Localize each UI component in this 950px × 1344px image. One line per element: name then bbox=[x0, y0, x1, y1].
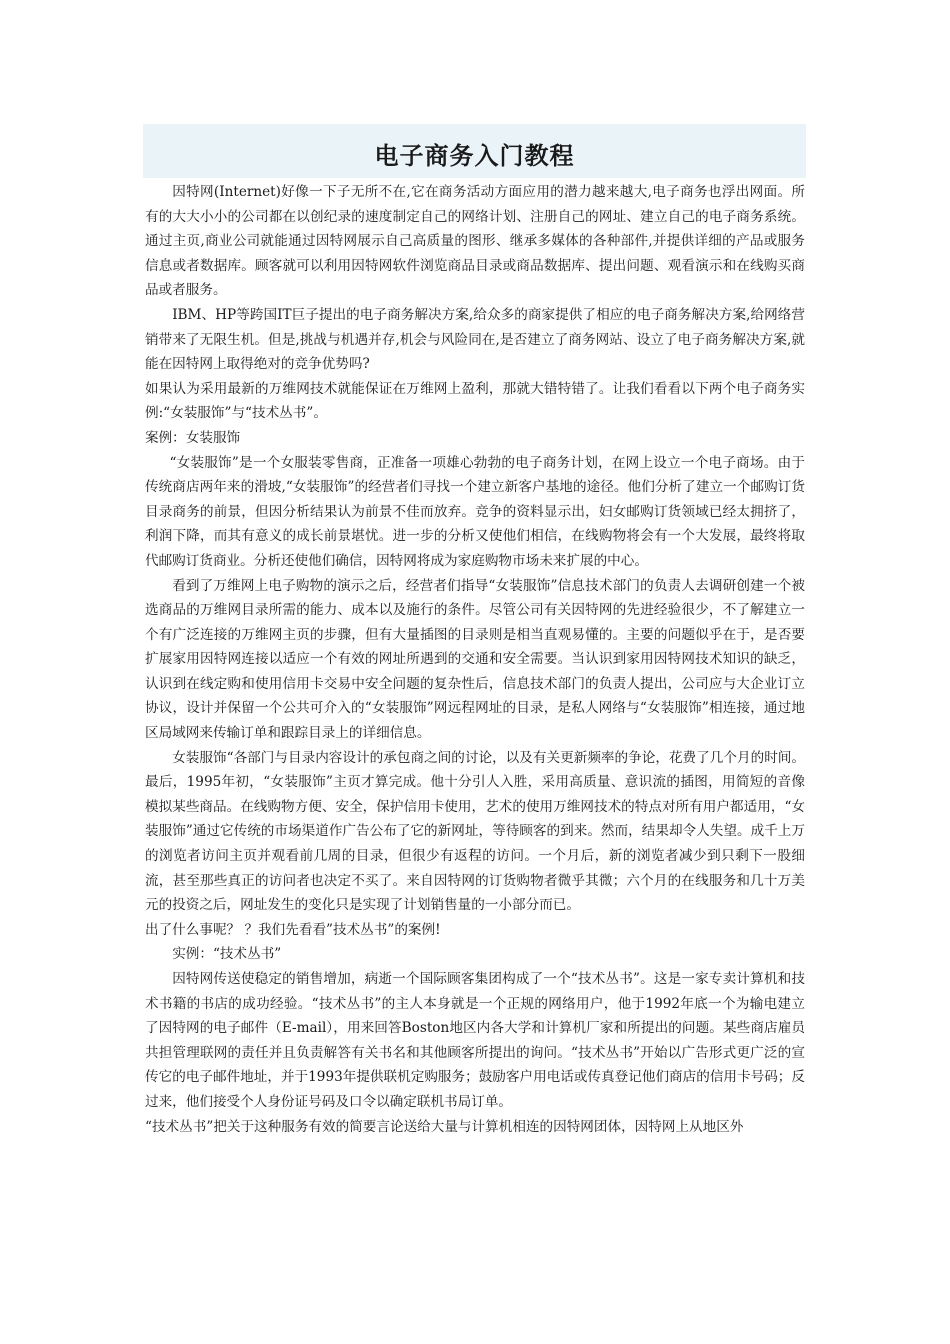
paragraph-case2-continued: “技术丛书”把关于这种服务有效的简要言论送给大量与计算机相连的因特网团体，因特网上从地区外 bbox=[145, 1118, 744, 1135]
case-heading-womens-apparel: 案例：女装服饰 bbox=[145, 429, 241, 446]
paragraph-case1-result: 女装服饰“各部门与目录内容设计的承包商之间的讨论，以及有关更新频率的争论，花费了几个月的时间。最后，1995年初，“女装服饰”主页才算完成。他十分引人入胜，采用高质量、意识流的插图，用简短的音像模拟某些商品。在线购物方便、安全，保护信用卡使用，艺术的使用万维网技术的特点对所有用户都适用，“女装服饰”通过它传统的市场渠道作广告公布了它的新网址，等待顾客的到来。然而，结果却令人失望。成千上万的浏览者访问主页并观看前几周的目录，但很少有返程的访问。一个月后，新的浏览者减少到只剩下一股细流，甚至那些真正的访问者也决定不买了。来自因特网的订货购物者微乎其微；六个月的在线服务和几十万美元的投资之后，网址发生的变化只是实现了计划销售量的一小部分而已。 bbox=[145, 749, 805, 914]
title-banner bbox=[143, 124, 806, 178]
paragraph-transition-question: 出了什么事呢？ ？我们先看看”技术丛书”的案例! bbox=[145, 921, 441, 938]
document-title: 电子商务入门教程 bbox=[374, 142, 575, 170]
paragraph-case1-background: “女装服饰”是一个女服装零售商，正准备一项雄心勃勃的电子商务计划，在网上设立一个电子商场。由于传统商店两年来的滑坡,“女装服饰”的经营者们寻找一个建立新客户基地的途径。他们分析了建立一个邮购订货目录商务的前景，但因分析结果认为前景不佳而放弃。竞争的资料显示出，妇女邮购订货领域已经太拥挤了，利润下降，而其有意义的成长前景堪忧。进一步的分析又使他们相信，在线购物将会有一个大发展，最终将取代邮购订货商业。分析还使他们确信，因特网将成为家庭购物市场未来扩展的中心。 bbox=[145, 454, 805, 569]
paragraph-examples-intro: 如果认为采用最新的万维网技术就能保证在万维网上盈利，那就大错特错了。让我们看看以下两个电子商务实例:“女装服饰”与“技术丛书”。 bbox=[145, 380, 805, 422]
paragraph-intro: 因特网(Internet)好像一下子无所不在,它在商务活动方面应用的潜力越来越大,电子商务也浮出网面。所有的大大小小的公司都在以创纪录的速度制定自己的网络计划、注册自己的网址、建立自己的电子商务系统。通过主页,商业公司就能通过因特网展示自己高质量的图形、继承多媒体的各种部件,并提供详细的产品或服务信息或者数据库。顾客就可以利用因特网软件浏览商品目录或商品数据库、提出问题、观看演示和在线购买商品或者服务。 bbox=[145, 184, 805, 299]
case-heading-tech-books: 实例：“技术丛书” bbox=[172, 946, 282, 963]
paragraph-ibm-hp: IBM、HP等跨国IT巨子提出的电子商务解决方案,给众多的商家提供了相应的电子商务解决方案,给网络营销带来了无限生机。但是,挑战与机遇并存,机会与风险同在,是否建立了商务网站、设立了电子商务解决方案,就能在因特网上取得绝对的竞争优势吗? bbox=[145, 306, 805, 373]
paragraph-case2-background: 因特网传送使稳定的销售增加，病逝一个国际顾客集团构成了一个“技术丛书”。这是一家专卖计算机和技术书籍的书店的成功经验。“技术丛书”的主人本身就是一个正规的网络用户，他于1992年底一个为输电建立了因特网的电子邮件（E-mail），用来回答Boston地区内各大学和计算机厂家和所提出的问题。某些商店雇员共担管理联网的责任并且负责解答有关书名和其他顾客所提出的询问。“技术丛书”开始以广告形式更广泛的宣传它的电子邮件地址，并于1993年提供联机定购服务；鼓励客户用电话或传真登记他们商店的信用卡号码；反过来，他们接受个人身份证号码及口令以确定联机书局订单。 bbox=[145, 971, 805, 1110]
document-body bbox=[145, 180, 805, 1139]
paragraph-case1-research: 看到了万维网上电子购物的演示之后，经营者们指导“女装服饰”信息技术部门的负责人去调研创建一个被选商品的万维网目录所需的能力、成本以及施行的条件。尽管公司有关因特网的先进经验很少，不了解建立一个有广泛连接的万维网主页的步骤，但有大量插图的目录则是相当直观易懂的。主要的问题似乎在于，是否要扩展家用因特网连接以适应一个有效的网址所遇到的交通和安全需要。当认识到家用因特网技术知识的缺乏，认识到在线定购和使用信用卡交易中安全问题的复杂性后，信息技术部门的负责人提出，公司应与大企业订立协议，设计并保留一个公共可介入的“女装服饰”网远程网址的目录，是私人网络与“女装服饰”相连接，通过地区局域网来传输订单和跟踪目录上的详细信息。 bbox=[145, 577, 805, 742]
